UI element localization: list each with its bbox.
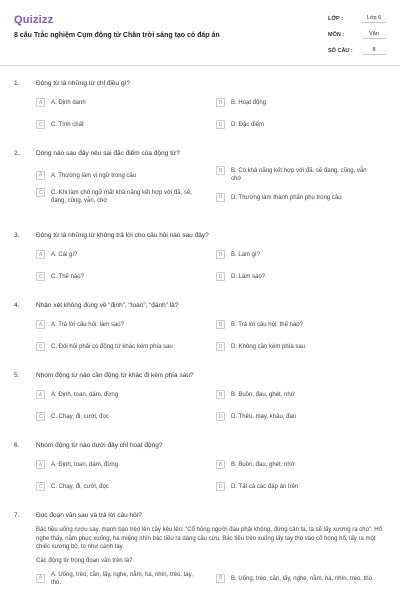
option-text: B. Buồn, đau, ghét, nhớ bbox=[231, 462, 295, 468]
option-b[interactable] bbox=[216, 390, 386, 408]
option-text: D. Thường làm thành phần phụ trong câu bbox=[231, 194, 342, 201]
option-b[interactable] bbox=[216, 320, 386, 338]
option-letter-box: B bbox=[216, 320, 225, 329]
option-letter-box: B bbox=[216, 98, 225, 107]
option-letter-box: D bbox=[216, 412, 225, 421]
option-text: C. Tính chất bbox=[51, 122, 84, 128]
option-text: D. Không cần kèm phía sau bbox=[231, 344, 306, 350]
question-number: 1. bbox=[14, 80, 20, 87]
option-text: B. Làm gì? bbox=[231, 252, 261, 258]
question-text: Đọc đoạn văn sau và trả lời câu hỏi? bbox=[36, 512, 142, 519]
question-line bbox=[14, 232, 386, 246]
question-text: Nhận xét không đúng về “định”, “toan”, “đánh” là? bbox=[36, 302, 179, 309]
option-text: B. Trả lời câu hỏi: thế nào? bbox=[231, 322, 303, 328]
option-text: B. Hoạt động bbox=[231, 100, 267, 106]
option-letter-box: D bbox=[216, 342, 225, 351]
option-letter-box: A bbox=[36, 390, 45, 399]
option-letter-box: A bbox=[36, 574, 45, 583]
options-grid bbox=[36, 320, 386, 360]
question-line bbox=[14, 512, 386, 526]
reading-passage: Bác tiều uống rượu say, mạnh bạo trèo lên cây kêu lên: “Cổ hỏng người đau phải không, đứng cần ta, ta sẽ lấy xương ra cho”. Hổ nghe thấy, nằm phục xuống, há miệng nhìn bác tiều ra dáng cầu cứu. Bác tiều trèo xuống lấy tay thò vào cổ họng hổ, lấy ra một chiếc xương bò, to như cánh tay. bbox=[36, 527, 382, 550]
option-b[interactable] bbox=[216, 250, 386, 268]
option-text: D. Thêu, may, khâu, đan bbox=[231, 414, 297, 420]
option-letter-box: A bbox=[36, 98, 45, 107]
quizizz-logo: Quizizz bbox=[14, 14, 54, 26]
option-letter-box: A bbox=[36, 460, 45, 469]
option-c[interactable] bbox=[36, 272, 216, 290]
meta-count-value: 8 bbox=[362, 47, 386, 55]
question-number: 3. bbox=[14, 232, 20, 239]
option-text: A. Thường làm vị ngữ trong câu bbox=[51, 172, 137, 179]
question-number: 5. bbox=[14, 372, 20, 379]
question-number: 4. bbox=[14, 302, 20, 309]
question-line bbox=[14, 80, 386, 94]
option-letter-box: C bbox=[36, 120, 45, 129]
option-text: A. Trả lời câu hỏi: làm sao? bbox=[51, 322, 124, 328]
option-letter-box: A bbox=[36, 320, 45, 329]
option-d[interactable] bbox=[216, 188, 386, 206]
option-text: A. Cái gì? bbox=[51, 252, 78, 258]
option-d[interactable] bbox=[216, 342, 386, 360]
sub-question: Các động từ trong đoạn văn trên là? bbox=[36, 557, 133, 564]
option-a[interactable] bbox=[36, 250, 216, 268]
option-a[interactable] bbox=[36, 570, 216, 588]
option-text: A. Uống, trèo, cần, lấy, nghe, nằm, há, nhìn, trèo, tay, thò. bbox=[51, 571, 193, 586]
option-text: D. Tất cả các đáp án trên bbox=[231, 484, 299, 490]
question-4 bbox=[14, 302, 386, 372]
question-7 bbox=[14, 512, 386, 588]
option-text: C. Khi làm chủ ngữ mất khả năng kết hợp với đã, sẽ, đang, cũng, vẫn, chớ bbox=[51, 190, 192, 204]
options-grid bbox=[36, 460, 386, 500]
option-b[interactable] bbox=[216, 460, 386, 478]
option-letter-box: B bbox=[216, 250, 225, 259]
question-1 bbox=[14, 80, 386, 150]
option-text: C. Thế nào? bbox=[51, 274, 84, 280]
option-a[interactable] bbox=[36, 460, 216, 478]
meta-count-label: SỐ CÂU : bbox=[328, 48, 353, 54]
option-c[interactable] bbox=[36, 342, 216, 360]
option-d[interactable] bbox=[216, 120, 386, 138]
options-grid bbox=[36, 390, 386, 430]
option-b[interactable] bbox=[216, 570, 386, 588]
option-a[interactable] bbox=[36, 98, 216, 116]
option-letter-box: B bbox=[216, 460, 225, 469]
question-text: Nhóm động từ nào cần động từ khác đi kèm phía sau? bbox=[36, 372, 194, 379]
option-letter-box: C bbox=[36, 342, 45, 351]
option-letter-box: C bbox=[36, 272, 45, 281]
option-text: B. Có khả năng kết hợp với đã, sẽ đang, cũng, vẫn chớ bbox=[231, 168, 367, 182]
meta-subject-value: Văn bbox=[362, 31, 386, 39]
option-text: B. Uống, trèo, cần, lấy, nghe, nằm, há, nhìn, trèo, thò. bbox=[231, 575, 374, 582]
worksheet-meta bbox=[328, 11, 386, 59]
question-line bbox=[14, 150, 386, 164]
question-number: 7. bbox=[14, 512, 20, 519]
question-line bbox=[14, 442, 386, 456]
option-letter-box: D bbox=[216, 193, 225, 202]
question-text: Động từ là những từ không trả lời cho câu hỏi nào sau đây? bbox=[36, 232, 209, 239]
option-text: D. Đặc điểm bbox=[231, 122, 265, 128]
option-text: C. Đòi hỏi phải có động từ khác kèm phía sau bbox=[51, 344, 173, 350]
option-letter-box: C bbox=[36, 412, 45, 421]
option-letter-box: B bbox=[216, 166, 225, 175]
question-line bbox=[14, 372, 386, 386]
question-text: Dòng nào sau đây nêu sai đặc điểm của động từ? bbox=[36, 150, 180, 157]
question-list bbox=[14, 80, 386, 588]
meta-class-label: LỚP : bbox=[328, 16, 343, 22]
option-letter-box: A bbox=[36, 250, 45, 259]
option-c[interactable] bbox=[36, 188, 216, 206]
option-letter-box: B bbox=[216, 390, 225, 399]
option-text: A. Định, toan, dám, đừng bbox=[51, 462, 119, 468]
option-letter-box: D bbox=[216, 120, 225, 129]
option-letter-box: D bbox=[216, 482, 225, 491]
option-a[interactable] bbox=[36, 166, 216, 184]
option-text: D. Làm sao? bbox=[231, 274, 266, 280]
option-letter-box: D bbox=[216, 272, 225, 281]
option-d[interactable] bbox=[216, 412, 386, 430]
option-c[interactable] bbox=[36, 482, 216, 500]
meta-subject-label: MÔN : bbox=[328, 32, 345, 38]
option-text: C. Chạy, đi, cười, đọc bbox=[51, 484, 109, 490]
option-d[interactable] bbox=[216, 482, 386, 500]
meta-class-row bbox=[328, 11, 386, 27]
option-text: A. Định, toan, dám, đừng bbox=[51, 392, 119, 398]
option-c[interactable] bbox=[36, 412, 216, 430]
question-number: 2. bbox=[14, 150, 20, 157]
option-b[interactable] bbox=[216, 166, 386, 184]
meta-count-row bbox=[328, 43, 386, 59]
question-6 bbox=[14, 442, 386, 512]
option-letter-box: C bbox=[36, 482, 45, 491]
option-c[interactable] bbox=[36, 120, 216, 138]
worksheet-title: 8 câu Trắc nghiệm Cụm động từ Chân trời sáng tạo có đáp án bbox=[14, 32, 220, 39]
question-text: Động từ là những từ chỉ điều gì? bbox=[36, 80, 130, 87]
options-grid bbox=[36, 98, 386, 138]
meta-class-value: Lớp 6 bbox=[362, 15, 386, 23]
question-3 bbox=[14, 232, 386, 302]
option-d[interactable] bbox=[216, 272, 386, 290]
option-text: C. Chạy, đi, cười, đọc bbox=[51, 414, 109, 420]
option-letter-box: A bbox=[36, 171, 45, 180]
question-5 bbox=[14, 372, 386, 442]
option-text: B. Buồn, đau, ghét, nhớ bbox=[231, 392, 295, 398]
option-a[interactable] bbox=[36, 390, 216, 408]
option-b[interactable] bbox=[216, 98, 386, 116]
question-line bbox=[14, 302, 386, 316]
question-text: Nhóm động từ nào dưới đây chỉ hoạt động? bbox=[36, 442, 163, 449]
question-number: 6. bbox=[14, 442, 20, 449]
option-letter-box: C bbox=[36, 188, 45, 197]
worksheet-header bbox=[0, 0, 400, 66]
options-grid bbox=[36, 250, 386, 290]
question-2 bbox=[14, 150, 386, 232]
option-text: A. Định danh bbox=[51, 100, 86, 106]
option-letter-box: B bbox=[216, 574, 225, 583]
option-a[interactable] bbox=[36, 320, 216, 338]
options-grid bbox=[36, 166, 386, 206]
options-grid bbox=[36, 570, 386, 588]
meta-subject-row bbox=[328, 27, 386, 43]
